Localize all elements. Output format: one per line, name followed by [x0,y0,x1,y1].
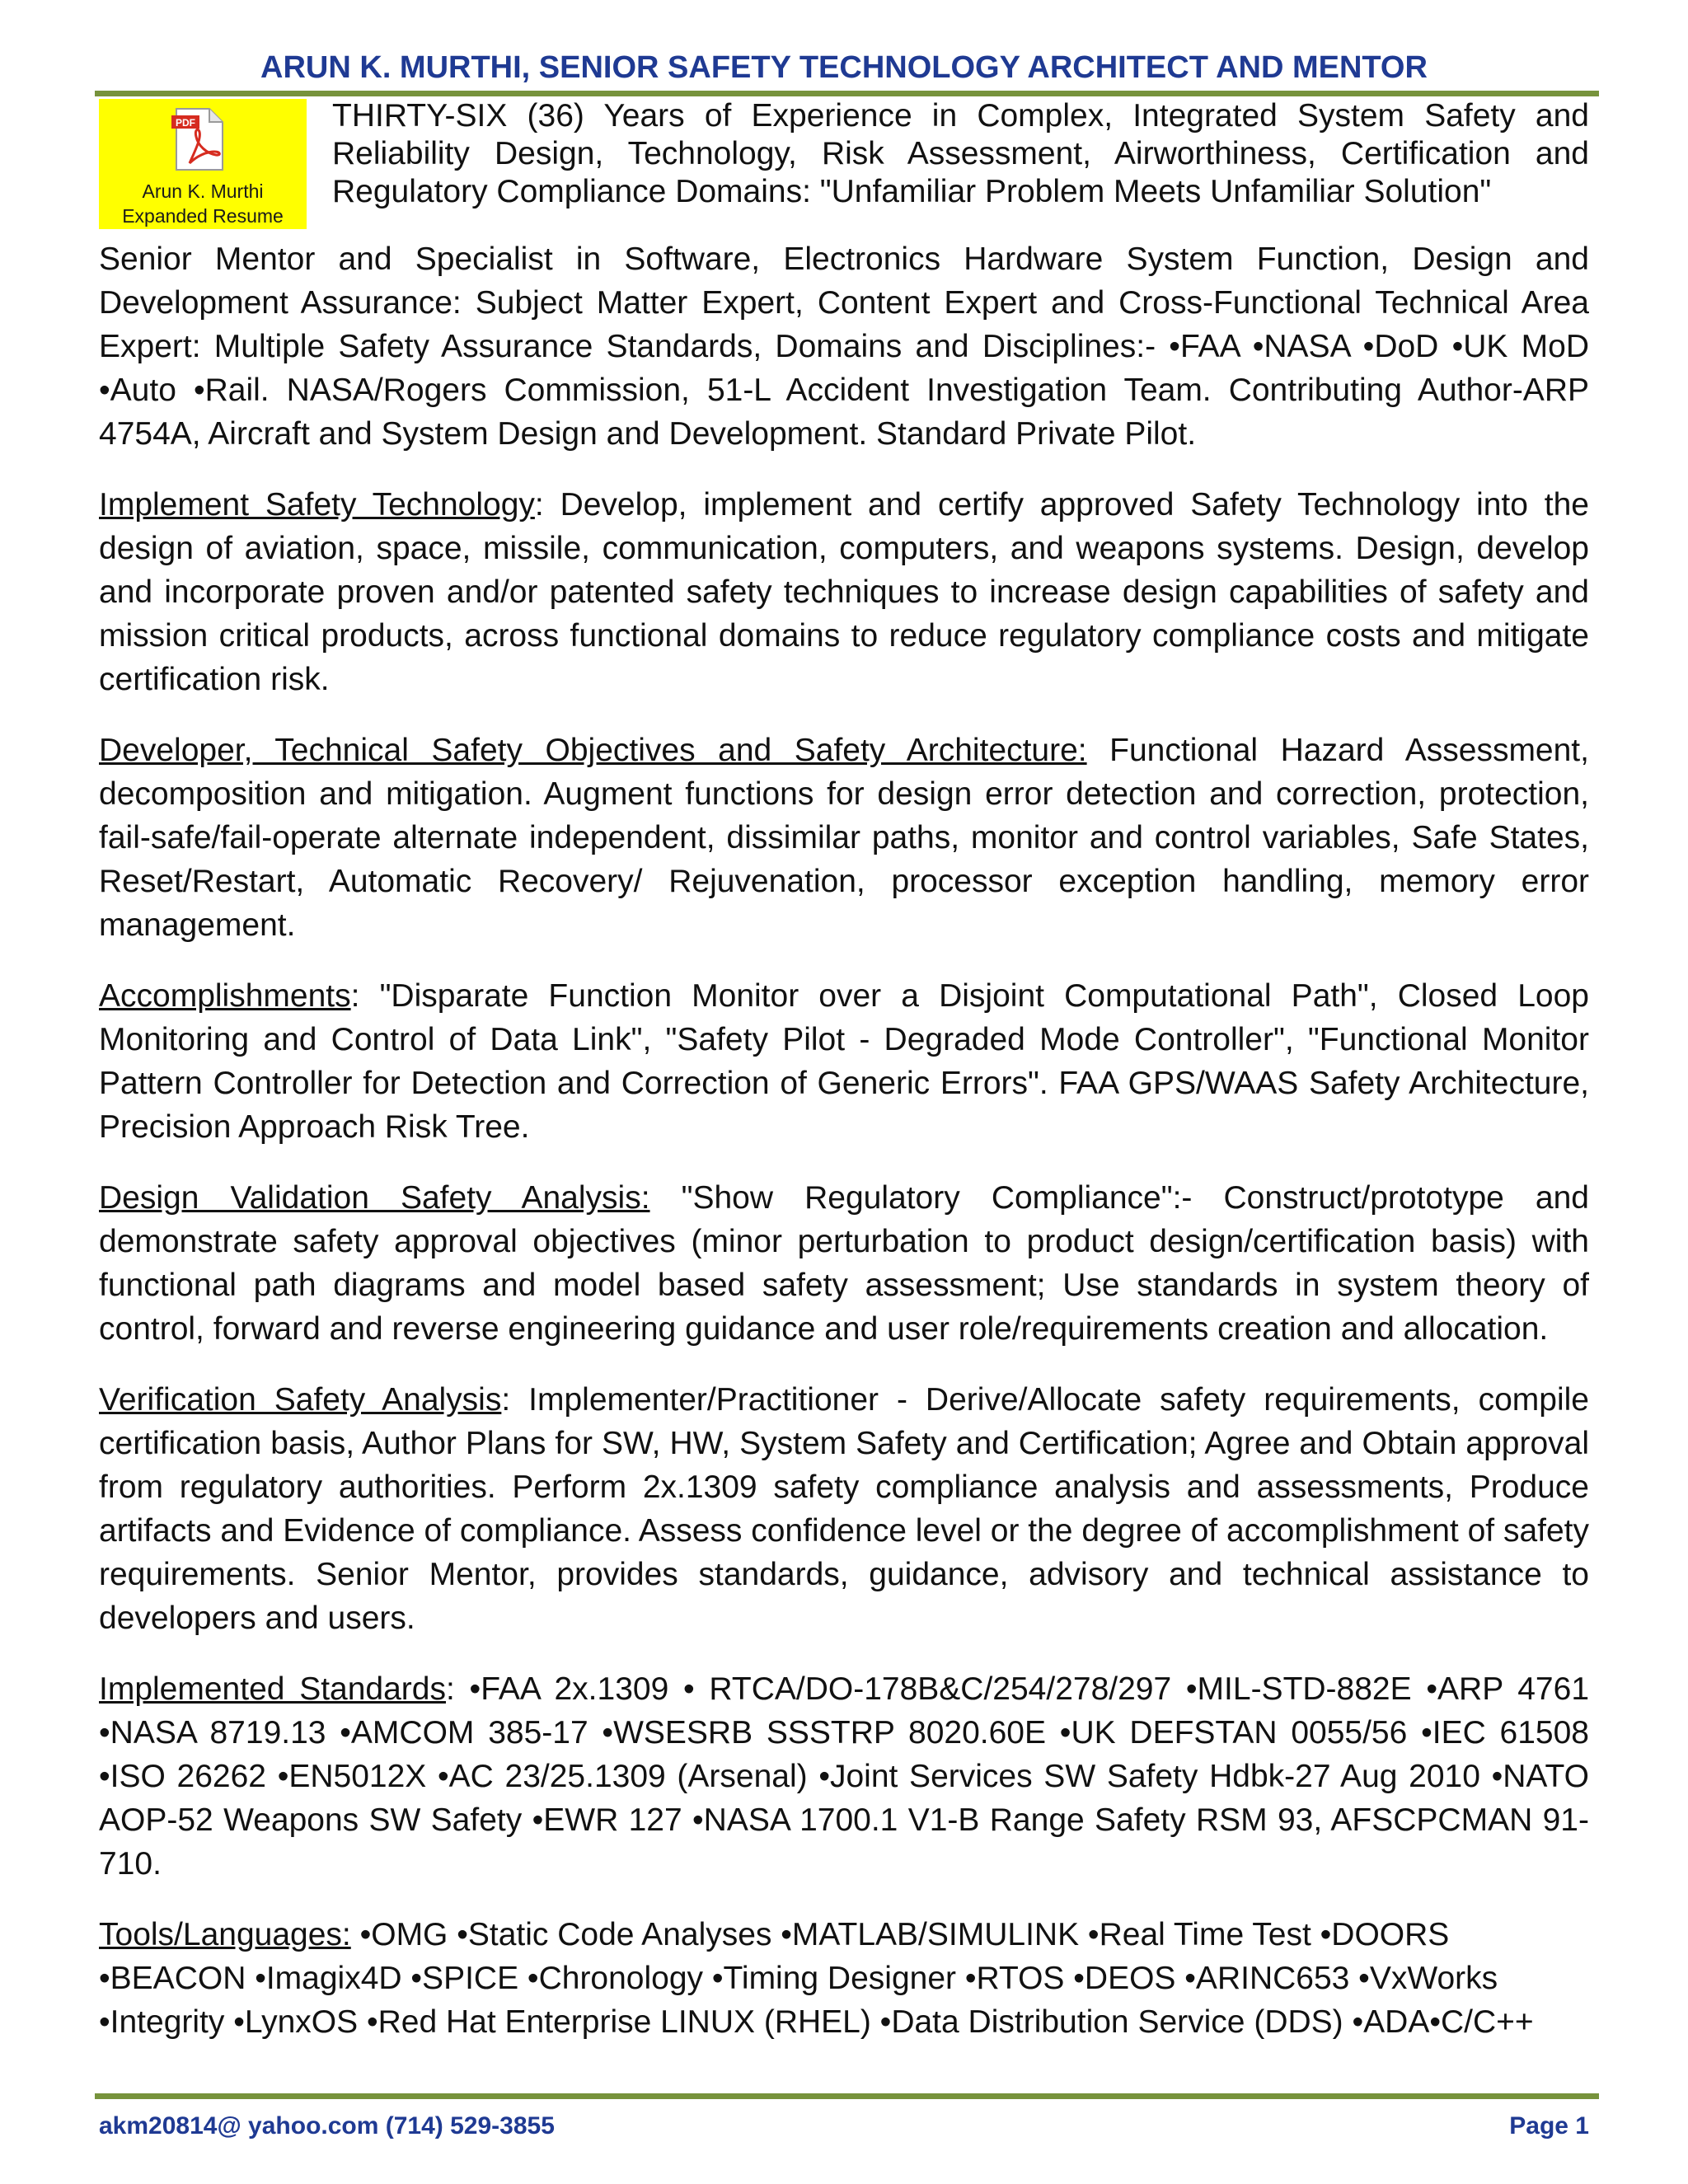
section-verification [99,1378,1589,1640]
section-heading: Tools/Languages: [99,1917,351,1952]
section-heading: Verification Safety Analysis [99,1382,502,1418]
section-text: : "Disparate Function Monitor over a Disjoint Computational Path", Closed Loop Monitoring and Control of Data Link", "Safety Pilot - Degraded Mode Controller", "Functional Monitor Pattern Controller for Detection and Correction of Generic Errors". FAA GPS/WAAS Safety Architecture, Precision Approach Risk Tree. [99,978,1589,1145]
section-text: "Show Regulatory Compliance":- Construct/prototype and demonstrate safety approval objectives (minor perturbation to product design/certification basis) with functional path diagrams and model based safety assessment; Use standards in system theory of control, forward and reverse engineering guidance and user role/requirements creation and allocation. [99,1180,1589,1347]
section-heading: Design Validation Safety Analysis: [99,1180,650,1216]
section-implemented-standards [99,1667,1589,1886]
expanded-resume-link[interactable] [99,99,307,229]
section-implement-safety-technology [99,483,1589,701]
section-accomplishments [99,974,1589,1149]
summary-paragraph: Senior Mentor and Specialist in Software, Electronics Hardware System Function, Design and Development Assurance: Subject Matter Expert, Content Expert and Cross-Functional Technical Area Expert: Multiple Safety Assurance Standards, Domains and Disciplines:- •FAA •NASA •DoD •UK MoD •Auto •Rail. NASA/Rogers Commission, 51-L Accident Investigation Team. Contributing Author-ARP 4754A, Aircraft and System Design and Development. Standard Private Pilot. [99,241,1589,452]
badge-name: Arun K. Murthi [142,180,264,202]
section-heading: Accomplishments [99,978,351,1014]
section-heading: Developer, Technical Safety Objectives and Safety Architecture: [99,733,1087,768]
section-text: : Develop, implement and certify approved Safety Technology into the design of aviation, space, missile, communication, computers, and weapons systems. Design, develop and incorporate proven and/or patented safety techniques to increase design capabilities of safety and mission critical products, across functional domains to reduce regulatory compliance costs and mitigate certification risk. [99,487,1590,697]
pdf-label: PDF [176,117,195,129]
experience-summary: THIRTY-SIX (36) Years of Experience in Complex, Integrated System Safety and Reliability Design, Technology, Risk Assessment, Airworthiness, Certification and Regulatory Compliance Domains: "Unfamiliar Problem Meets Unfamiliar Solution" [332,98,1589,209]
section-text: : Implementer/Practitioner - Derive/Allocate safety requirements, compile certification basis, Author Plans for SW, HW, System Safety and Certification; Agree and Obtain approval from regulatory authorities. Perform 2x.1309 safety compliance analysis and assessments, Produce artifacts and Evidence of compliance. Assess confidence level or the degree of accomplishment of safety requirements. Senior Mentor, provides standards, guidance, advisory and technical assistance to developers and users. [99,1382,1589,1636]
section-tools-languages [99,1913,1589,2044]
badge-caption: Expanded Resume [122,205,284,227]
section-text: •OMG •Static Code Analyses •MATLAB/SIMULINK •Real Time Test •DOORS •BEACON •Imagix4D •SPICE •Chronology •Timing Designer •RTOS •DEOS •ARINC653 •VxWorks •Integrity •LynxOS •Red Hat Enterprise LINUX (RHEL) •Data Distribution Service (DDS) •ADA•C/C++ [99,1917,1534,2040]
section-safety-architecture [99,729,1589,947]
resume-title: ARUN K. MURTHI, SENIOR SAFETY TECHNOLOGY ARCHITECT AND MENTOR [260,50,1428,85]
pdf-file-icon [171,105,226,173]
section-design-validation [99,1176,1589,1351]
section-heading: Implement Safety Technology [99,487,535,523]
section-text: Functional Hazard Assessment, decomposition and mitigation. Augment functions for design error detection and correction, protection, fail-safe/fail-operate alternate independent, dissimilar paths, monitor and control variables, Safe States, Reset/Restart, Automatic Recovery/ Rejuvenation, processor exception handling, memory error management. [99,733,1589,943]
section-heading: Implemented Standards [99,1671,446,1707]
section-text: : •FAA 2x.1309 • RTCA/DO-178B&C/254/278/297 •MIL-STD-882E •ARP 4761 •NASA 8719.13 •AMCOM 385-17 •WSESRB SSSTRP 8020.60E •UK DEFSTAN 0055/56 •IEC 61508 •ISO 26262 •EN5012X •AC 23/25.1309 (Arsenal) •Joint Services SW Safety Hdbk-27 Aug 2010 •NATO AOP-52 Weapons SW Safety •EWR 127 •NASA 1700.1 V1-B Range Safety RSM 93, AFSCPCMAN 91-710. [99,1671,1590,1882]
footer-divider [95,2093,1599,2099]
contact-info[interactable]: akm20814@ yahoo.com (714) 529-3855 [99,2112,555,2139]
page-number: Page 1 [1509,2112,1589,2139]
header-divider [95,91,1599,96]
resume-body [99,237,1589,2071]
